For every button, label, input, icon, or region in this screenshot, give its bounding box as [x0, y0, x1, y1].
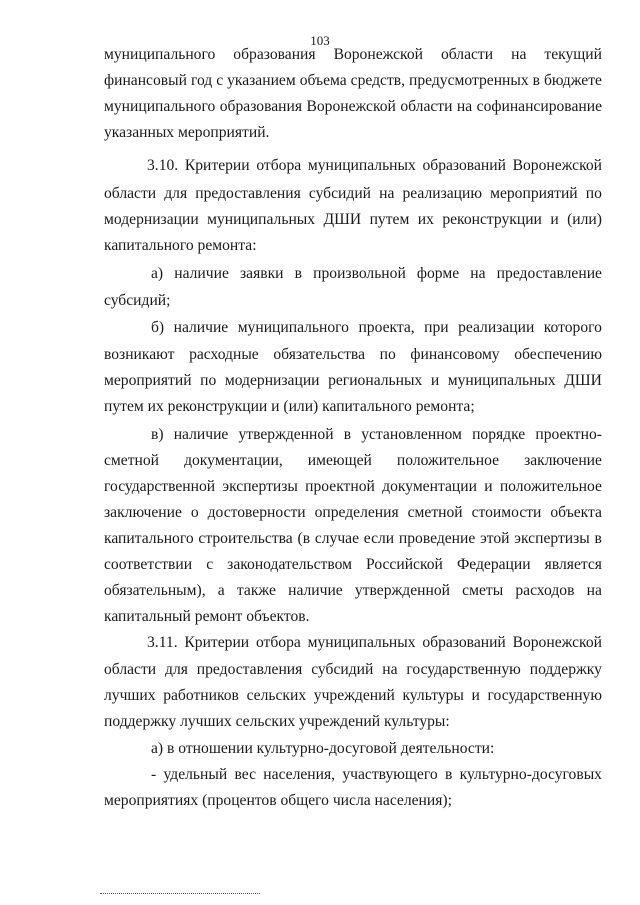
text-line: области для предоставления субсидий на реализацию мероприятий по [104, 185, 602, 202]
text-line: поддержку лучших сельских учреждений культуры: [104, 713, 450, 730]
text-line: а) в отношении культурно-досуговой деятельности: [151, 740, 495, 757]
text-line: б) наличие муниципального проекта, при реализации которого [151, 319, 602, 336]
text-line: 3.10. Критерии отбора муниципальных образований Воронежской [147, 157, 602, 174]
text-line: муниципального образования Воронежской области на софинансирование [104, 98, 602, 115]
text-line: путем их реконструкции и (или) капитального ремонта; [104, 398, 475, 415]
text-line: области для предоставления субсидий на государственную поддержку [104, 661, 602, 678]
text-line: капитального строительства (в случае если проведение этой экспертизы в [104, 530, 602, 547]
text-line: 3.11. Критерии отбора муниципальных образований Воронежской [147, 634, 602, 651]
text-line: модернизации муниципальных ДШИ путем их реконструкции и (или) [104, 211, 602, 228]
text-line: сметной документации, имеющей положительное заключение [104, 452, 602, 469]
text-line: заключение о достоверности определения сметной стоимости объекта [104, 504, 602, 521]
text-line: а) наличие заявки в произвольной форме на предоставление [151, 265, 602, 282]
text-line: муниципального образования Воронежской области на текущий [104, 46, 602, 63]
text-line: лучших работников сельских учреждений культуры и государственную [104, 687, 602, 704]
text-line: мероприятий по модернизации региональных и муниципальных ДШИ [104, 372, 602, 389]
text-line: мероприятиях (процентов общего числа населения); [104, 792, 452, 809]
text-line: обязательным), а также наличие утвержденной сметы расходов на [104, 582, 602, 599]
page-number: 103 [310, 33, 330, 48]
text-line: субсидий; [104, 292, 171, 309]
footer-rule [100, 893, 260, 894]
text-line: соответствии с законодательством Российской Федерации является [104, 556, 602, 573]
text-line: указанных мероприятий. [104, 124, 270, 141]
text-line: в) наличие утвержденной в установленном порядке проектно- [151, 426, 602, 443]
text-line: возникают расходные обязательства по финансовому обеспечению [104, 346, 602, 363]
text-line: финансовый год с указанием объема средств, предусмотренных в бюджете [104, 72, 602, 89]
text-line: капитального ремонта: [104, 237, 257, 254]
text-line: государственной экспертизы проектной документации и положительное [104, 478, 602, 495]
text-line: - удельный вес населения, участвующего в культурно-досуговых [151, 766, 602, 783]
text-line: капитальный ремонт объектов. [104, 608, 310, 625]
